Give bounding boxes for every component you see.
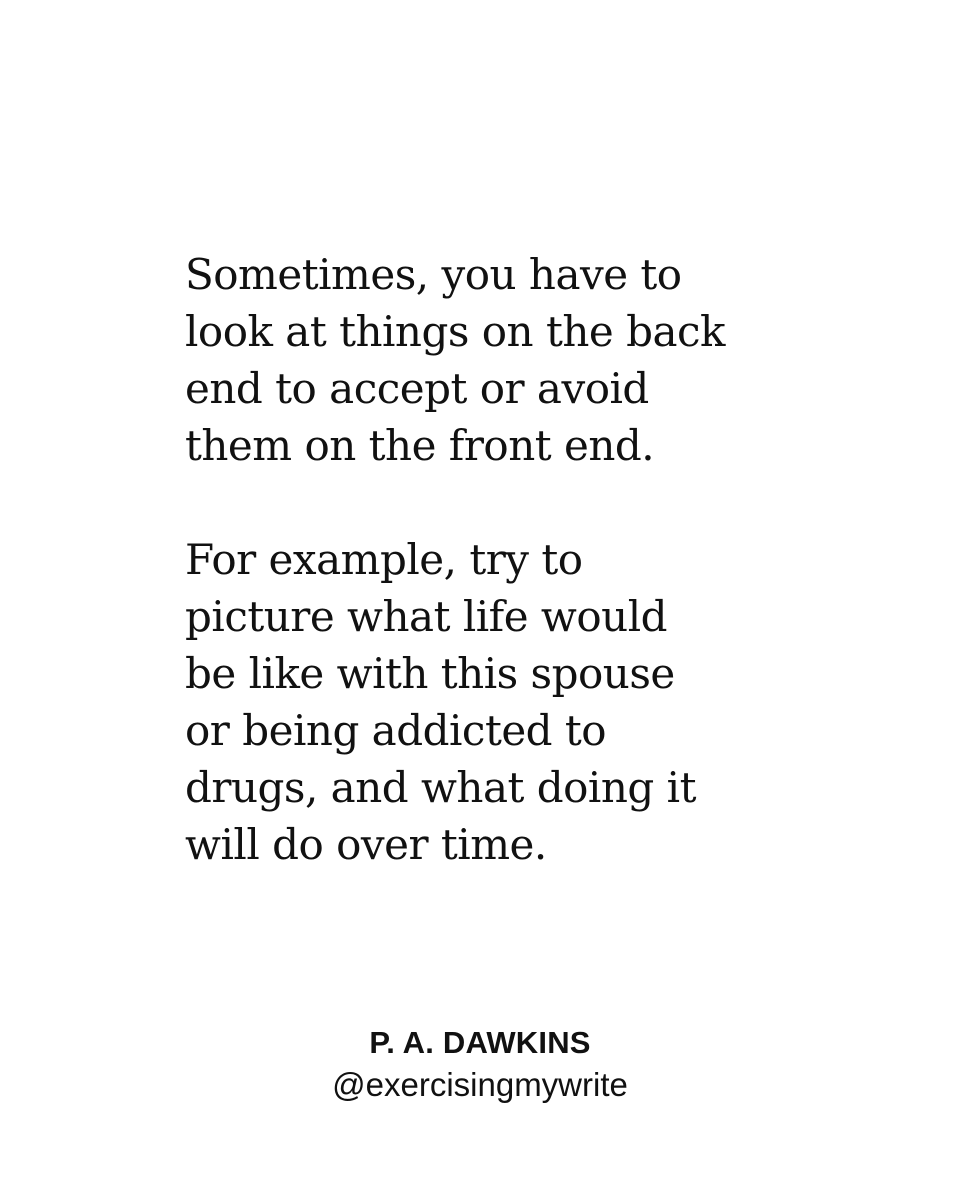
quote-line: drugs, and what doing it	[185, 763, 696, 812]
quote-paragraph-2	[185, 531, 805, 873]
author-name: P. A. DAWKINS	[369, 1025, 591, 1060]
quote-line: picture what life would	[185, 592, 668, 641]
quote-line: end to accept or avoid	[185, 364, 649, 413]
quote-line: Sometimes, you have to	[185, 250, 682, 299]
quote-line: be like with this spouse	[185, 649, 675, 698]
quote-line: will do over time.	[185, 820, 547, 869]
quote-line: look at things on the back	[185, 307, 725, 356]
quote-paragraph-1	[185, 246, 805, 474]
quote-text	[185, 246, 805, 873]
quote-line: or being addicted to	[185, 706, 607, 755]
quote-line: For example, try to	[185, 535, 583, 584]
author-handle: @exercisingmywrite	[332, 1066, 628, 1103]
quote-line: them on the front end.	[185, 421, 655, 470]
attribution	[0, 1022, 960, 1106]
